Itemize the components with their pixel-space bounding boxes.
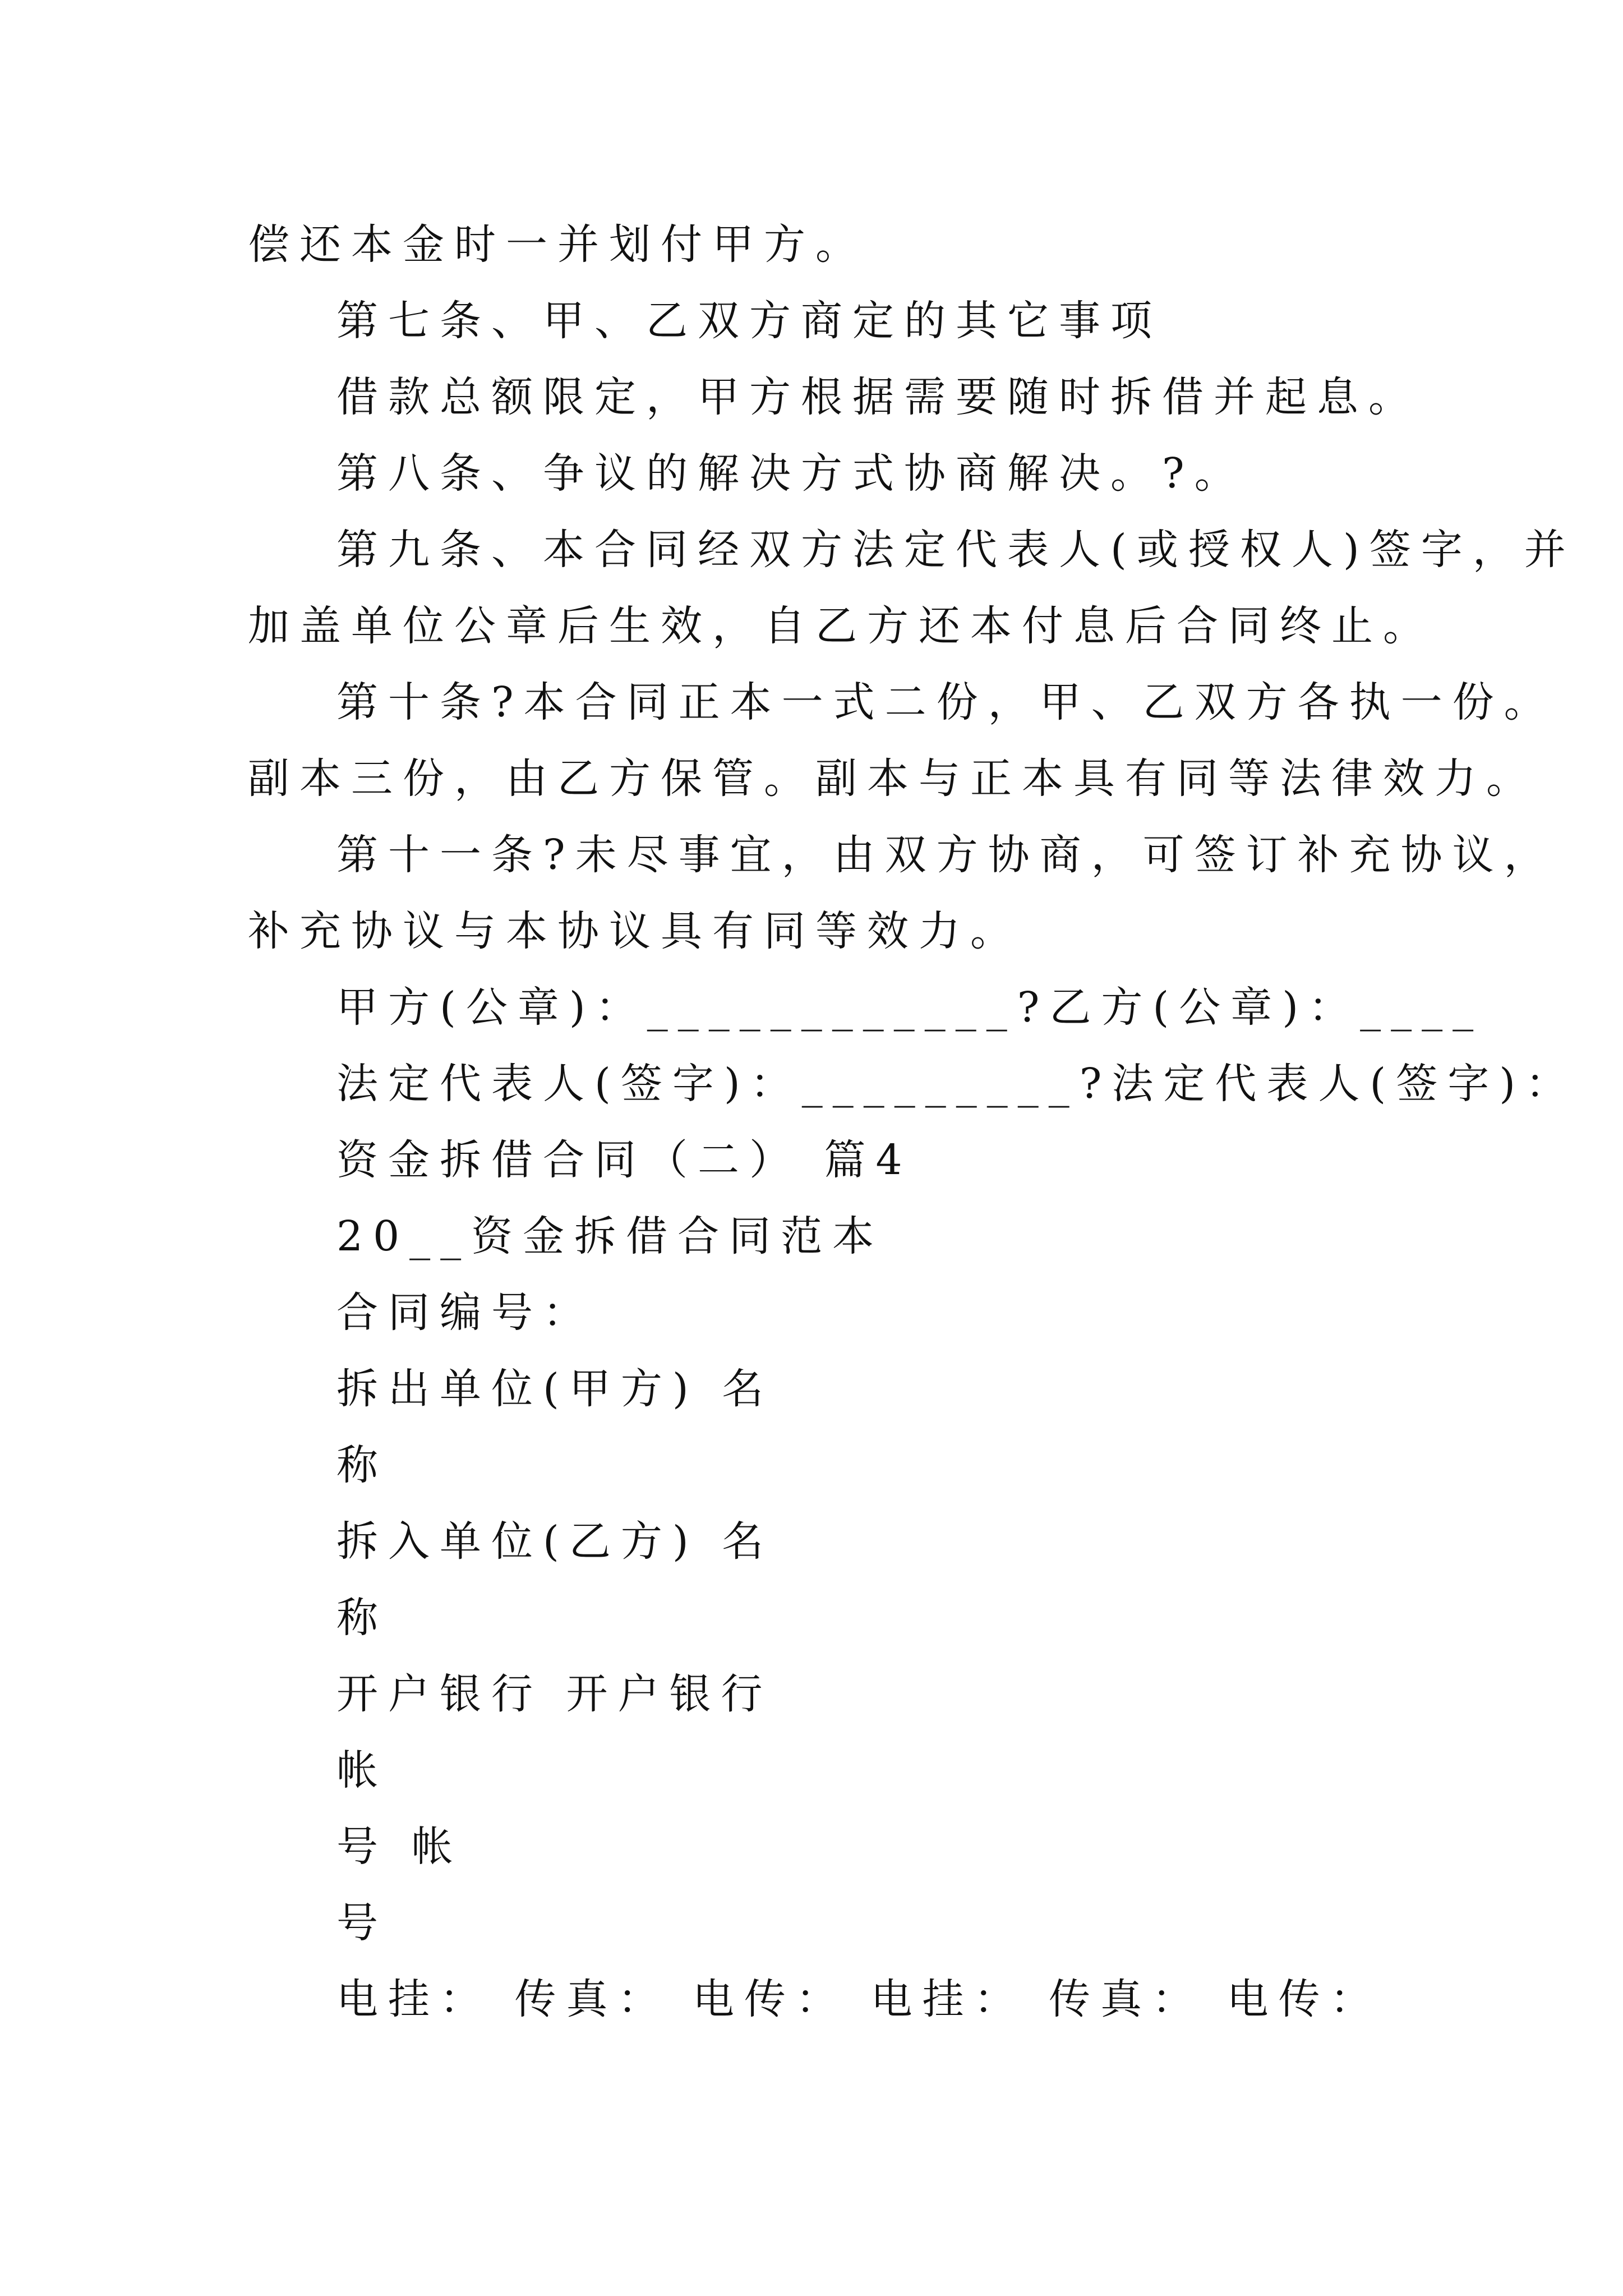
lender-label-cont: 称 [336, 1441, 388, 1489]
text-line-7: 第十条?本合同正本一式二份，甲、乙双方各执一份。 [336, 678, 1556, 726]
contract-number-label: 合同编号： [336, 1289, 594, 1337]
bank-label: 开户银行 开户银行 [336, 1670, 773, 1718]
text-line-9: 第十一条?未尽事宜，由双方协商，可签订补充协议， [336, 831, 1556, 879]
contact-labels: 电挂： 传真： 电传： 电挂： 传真： 电传： [336, 1975, 1382, 2023]
text-line-8: 副本三份，由乙方保管。副本与正本具有同等法律效力。 [248, 754, 1538, 803]
borrower-label-cont: 称 [336, 1594, 388, 1642]
text-line-6: 加盖单位公章后生效，自乙方还本付息后合同终止。 [248, 602, 1435, 650]
text-line-5: 第九条、本合同经双方法定代表人(或授权人)签字，并 [336, 526, 1576, 574]
signature-line-party-a: 甲方(公章)：____________?乙方(公章)：____ [336, 983, 1484, 1032]
section-heading: 资金拆借合同（二） 篇4 [336, 1136, 912, 1184]
borrower-label: 拆入单位(乙方) 名 [336, 1517, 774, 1566]
text-line-3: 借款总额限定，甲方根据需要随时拆借并起息。 [336, 373, 1420, 421]
text-line-10: 补充协议与本协议具有同等效力。 [248, 907, 1022, 955]
account-label-cont: 号 帐 [336, 1823, 463, 1871]
text-line-2: 第七条、甲、乙双方商定的其它事项 [336, 297, 1162, 345]
lender-label: 拆出单位(甲方) 名 [336, 1365, 774, 1413]
account-label-end: 号 [336, 1899, 388, 1947]
contract-template-title: 20__资金拆借合同范本 [336, 1212, 884, 1260]
account-label: 帐 [336, 1746, 388, 1795]
signature-line-representative: 法定代表人(签字)：_________?法定代表人(签字)： [336, 1060, 1578, 1108]
text-line-4: 第八条、争议的解决方式协商解决。?。 [336, 449, 1246, 498]
text-line-1: 偿还本金时一并划付甲方。 [248, 220, 867, 269]
